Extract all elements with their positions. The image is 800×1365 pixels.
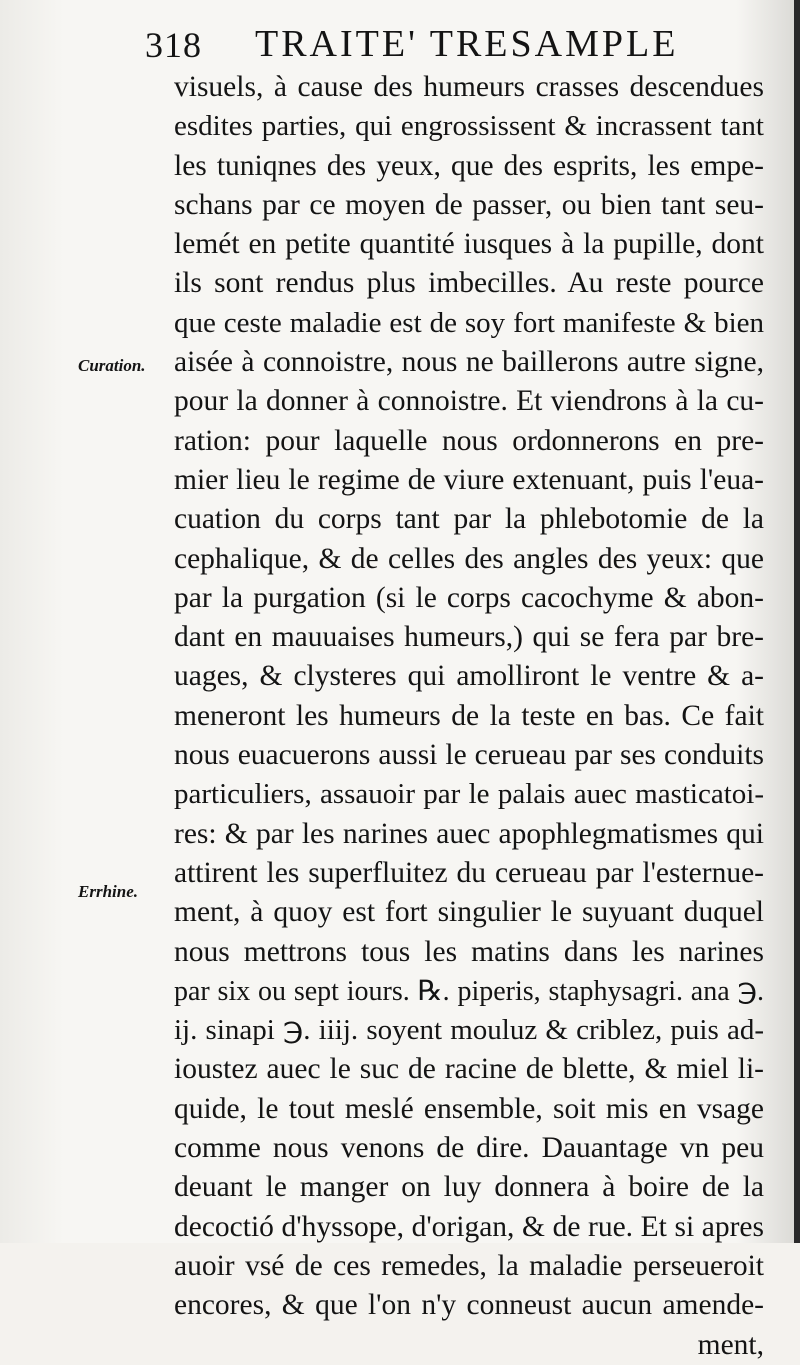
text-line: cephalique, & de celles des angles des yeux: que bbox=[174, 542, 764, 575]
text-line: visuels, à cause des humeurs crasses descendues bbox=[174, 71, 764, 103]
text-line: schans par ce moyen de passer, ou bien tant seu- bbox=[174, 188, 764, 221]
text-line: ment, à quoy est fort singulier le suyuant duquel bbox=[174, 896, 764, 929]
text-line: ration: pour laquelle nous ordonnerons en pre- bbox=[174, 424, 764, 457]
text-line: comme nous venons de dire. Dauantage vn peu bbox=[174, 1132, 764, 1165]
running-title: TRAITE' TRESAMPLE bbox=[255, 23, 679, 65]
text-line: ioustez auec le suc de racine de blette, & miel li- bbox=[174, 1053, 764, 1086]
text-line: par six ou sept iours. ℞. piperis, staphysagri. ana ℈. bbox=[174, 975, 764, 1007]
text-line: les tuniqnes des yeux, que des esprits, les empe- bbox=[174, 149, 764, 182]
text-line: meneront les humeurs de la teste en bas. Ce fait bbox=[174, 699, 764, 732]
page-edge-shadow bbox=[794, 0, 800, 1243]
text-line: auoir vsé de ces remedes, la maladie perseueroit bbox=[174, 1249, 764, 1282]
text-line: pour la donner à connoistre. Et viendrons à la cu- bbox=[174, 385, 764, 418]
text-line: aisée à connoistre, nous ne baillerons autre signe, bbox=[174, 346, 764, 379]
text-line: mier lieu le regime de viure extenuant, puis l'eua- bbox=[174, 463, 764, 496]
text-line: res: & par les narines auec apophlegmatismes qui bbox=[174, 817, 764, 850]
text-line: ils sont rendus plus imbecilles. Au reste pource bbox=[174, 267, 764, 300]
text-line: par la purgation (si le corps cacochyme & abon- bbox=[174, 581, 764, 614]
text-line: quide, le tout meslé ensemble, soit mis en vsage bbox=[174, 1092, 764, 1125]
text-line: uages, & clysteres qui amolliront le ventre & a- bbox=[174, 660, 764, 693]
text-line: que ceste maladie est de soy fort manifeste & bien bbox=[174, 306, 764, 339]
text-line: esdites parties, qui engrossissent & incrassent tant bbox=[174, 110, 764, 143]
page-header bbox=[145, 18, 785, 68]
margin-note-curation: Curation. bbox=[78, 356, 146, 375]
text-line: encores, & que l'on n'y conneust aucun amende- bbox=[174, 1289, 764, 1322]
text-line: lemét en petite quantité iusques à la pupille, dont bbox=[174, 228, 764, 261]
text-line-catchword: ment, bbox=[697, 1328, 764, 1361]
text-line: particuliers, assauoir par le palais auec masticatoi- bbox=[174, 778, 764, 811]
text-body bbox=[174, 68, 764, 1365]
text-line: nous mettrons tous les matins dans les narines bbox=[174, 935, 764, 968]
text-line: deuant le manger on luy donnera à boire de la bbox=[174, 1171, 764, 1204]
page-number: 318 bbox=[145, 25, 202, 65]
text-line: cuation du corps tant par la phlebotomie de la bbox=[174, 503, 764, 536]
text-line: nous euacuerons aussi le cerueau par ses conduits bbox=[174, 739, 764, 772]
text-line: dant en mauuaises humeurs,) qui se fera par bre- bbox=[174, 621, 764, 654]
text-line: attirent les superfluitez du cerueau par l'esternue- bbox=[174, 856, 764, 889]
margin-note-errhine: Errhine. bbox=[78, 882, 138, 901]
text-line: ij. sinapi ℈. iiij. soyent mouluz & criblez, puis ad- bbox=[174, 1014, 764, 1047]
text-line: decoctió d'hyssope, d'origan, & de rue. Et si apres bbox=[174, 1210, 764, 1243]
